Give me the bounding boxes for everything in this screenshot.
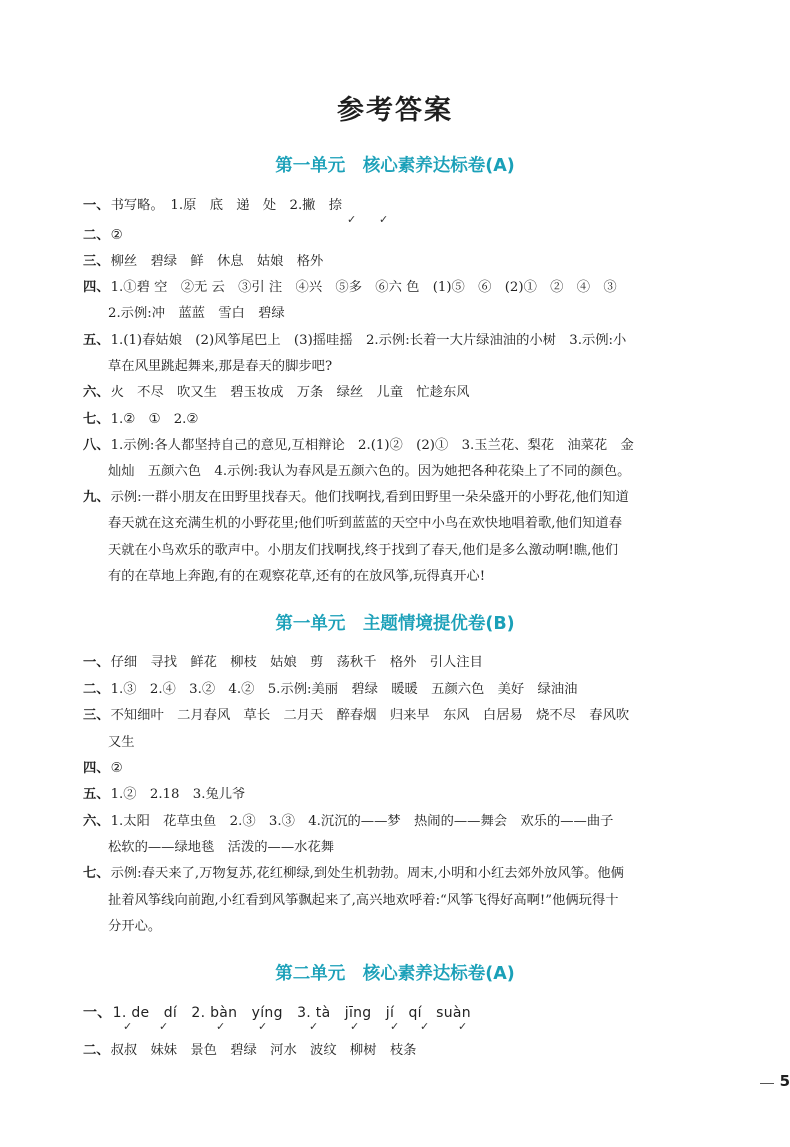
question-label: 四、 <box>83 280 110 295</box>
answer-line <box>83 785 788 805</box>
answer-line <box>83 1003 788 1023</box>
answer-text: 1.③ 2.④ 3.② 4.② 5.示例:美丽 碧绿 暖暖 五颜六色 美好 绿油油 <box>110 682 578 697</box>
answer-text: 1. de dí 2. bàn yíng 3. tà jīng jí qí suàn <box>112 1005 471 1021</box>
answer-text: ② <box>110 228 123 243</box>
answer-line <box>83 706 788 726</box>
question-label: 二、 <box>83 228 110 243</box>
answer-text: 1.② 2.18 3.兔儿爷 <box>110 787 246 802</box>
answer-line <box>83 278 788 298</box>
answer-line <box>108 838 788 858</box>
answer-text: 天就在小鸟欢乐的歌声中。小朋友们找啊找,终于找到了春天,他们是多么激动啊!瞧,他们 <box>108 543 619 558</box>
check-mark-icon: ✓ <box>420 1020 430 1033</box>
answer-line <box>83 759 788 779</box>
question-label: 三、 <box>83 708 110 723</box>
answer-line <box>83 252 788 272</box>
answer-line <box>83 653 788 673</box>
answer-text: 分开心。 <box>108 919 162 934</box>
check-mark-icon: ✓ <box>458 1020 468 1033</box>
answer-text: 仔细 寻找 鲜花 柳枝 姑娘 剪 荡秋千 格外 引人注目 <box>110 655 483 670</box>
answer-line <box>83 331 788 351</box>
check-mark-icon: ✓ <box>347 213 357 226</box>
answer-text: 书写略。 1.原 底 递 处 2.撇 捺 <box>110 198 343 213</box>
section-title: 第一单元 核心素养达标卷(A) <box>275 156 515 176</box>
answer-text: 灿灿 五颜六色 4.示例:我认为春风是五颜六色的。因为她把各种花染上了不同的颜色。 <box>108 464 631 479</box>
check-mark-icon: ✓ <box>350 1020 360 1033</box>
question-label: 一、 <box>83 198 110 213</box>
question-label: 二、 <box>83 682 110 697</box>
check-mark-icon: ✓ <box>159 1020 169 1033</box>
answer-line <box>108 514 788 534</box>
answer-text: 有的在草地上奔跑,有的在观察花草,还有的在放风筝,玩得真开心! <box>108 569 486 584</box>
answer-text: 示例:一群小朋友在田野里找春天。他们找啊找,看到田野里一朵朵盛开的小野花,他们知道 <box>110 490 629 505</box>
answer-line <box>83 436 788 456</box>
answer-line <box>108 917 788 937</box>
question-label: 四、 <box>83 761 110 776</box>
answer-text: 火 不尽 吹又生 碧玉妆成 万条 绿丝 儿童 忙趁东风 <box>110 385 470 400</box>
answer-text: 示例:春天来了,万物复苏,花红柳绿,到处生机勃勃。周末,小明和小红去郊外放风筝。他俩 <box>110 866 624 881</box>
answer-line <box>108 891 788 911</box>
answer-line <box>108 541 788 561</box>
answer-line <box>83 196 788 216</box>
answer-text: 1.①碧 空 ②无 云 ③引 注 ④兴 ⑤多 ⑥六 色 (1)⑤ ⑥ (2)① ② ④ ③ <box>110 280 617 295</box>
answer-text: ② <box>110 761 123 776</box>
page-number: 5 <box>779 1072 790 1090</box>
answer-text: 草在风里跳起舞来,那是春天的脚步吧? <box>108 359 333 374</box>
check-mark-icon: ✓ <box>309 1020 319 1033</box>
section-title: 第一单元 主题情境提优卷(B) <box>275 614 515 634</box>
check-mark-icon: ✓ <box>258 1020 268 1033</box>
answer-line <box>83 488 788 508</box>
question-label: 八、 <box>83 438 110 453</box>
answer-text: 不知细叶 二月春风 草长 二月天 醉春烟 归来早 东风 白居易 烧不尽 春风吹 <box>110 708 630 723</box>
answer-text: 1.② ① 2.② <box>110 412 199 427</box>
answer-text: 松软的——绿地毯 活泼的——水花舞 <box>108 840 335 855</box>
page-title: 参考答案 <box>337 95 453 126</box>
question-label: 一、 <box>83 1005 112 1021</box>
check-mark-icon: ✓ <box>390 1020 400 1033</box>
answer-text: 1.(1)春姑娘 (2)风筝尾巴上 (3)摇哇摇 2.示例:长着一大片绿油油的小树 3.示例:小 <box>110 333 627 348</box>
answer-text: 1.示例:各人都坚持自己的意见,互相辩论 2.(1)② (2)① 3.玉兰花、梨花 油菜花 金 <box>110 438 634 453</box>
answer-text: 柳丝 碧绿 鲜 休息 姑娘 格外 <box>110 254 324 269</box>
question-label: 五、 <box>83 787 110 802</box>
question-label: 一、 <box>83 655 110 670</box>
answer-line <box>108 357 788 377</box>
answer-line <box>83 410 788 430</box>
answer-text: 叔叔 妹妹 景色 碧绿 河水 波纹 柳树 枝条 <box>110 1043 417 1058</box>
answer-text: 春天就在这充满生机的小野花里;他们听到蓝蓝的天空中小鸟在欢快地唱着歌,他们知道春 <box>108 516 622 531</box>
question-label: 六、 <box>83 814 110 829</box>
answer-text: 扯着风筝线向前跑,小红看到风筝飘起来了,高兴地欢呼着:“风筝飞得好高啊!”他俩玩得十 <box>108 893 619 908</box>
answer-line <box>108 567 788 587</box>
question-label: 五、 <box>83 333 110 348</box>
check-mark-icon: ✓ <box>216 1020 226 1033</box>
answer-text: 又生 <box>108 735 135 750</box>
question-label: 七、 <box>83 412 110 427</box>
answer-text: 2.示例:冲 蓝蓝 雪白 碧绿 <box>108 306 285 321</box>
check-mark-icon: ✓ <box>123 1020 133 1033</box>
question-label: 七、 <box>83 866 110 881</box>
answer-line <box>83 864 788 884</box>
question-label: 三、 <box>83 254 110 269</box>
answer-line <box>108 462 788 482</box>
answer-line <box>108 733 788 753</box>
answer-line <box>83 383 788 403</box>
answer-line <box>83 1041 788 1061</box>
question-label: 九、 <box>83 490 110 505</box>
answer-line <box>83 226 788 246</box>
answer-text: 1.太阳 花草虫鱼 2.③ 3.③ 4.沉沉的——梦 热闹的——舞会 欢乐的——曲子 <box>110 814 614 829</box>
check-mark-icon: ✓ <box>379 213 389 226</box>
question-label: 二、 <box>83 1043 110 1058</box>
question-label: 六、 <box>83 385 110 400</box>
answer-line <box>83 812 788 832</box>
section-title: 第二单元 核心素养达标卷(A) <box>275 964 515 984</box>
answer-line <box>108 304 788 324</box>
answer-line <box>83 680 788 700</box>
